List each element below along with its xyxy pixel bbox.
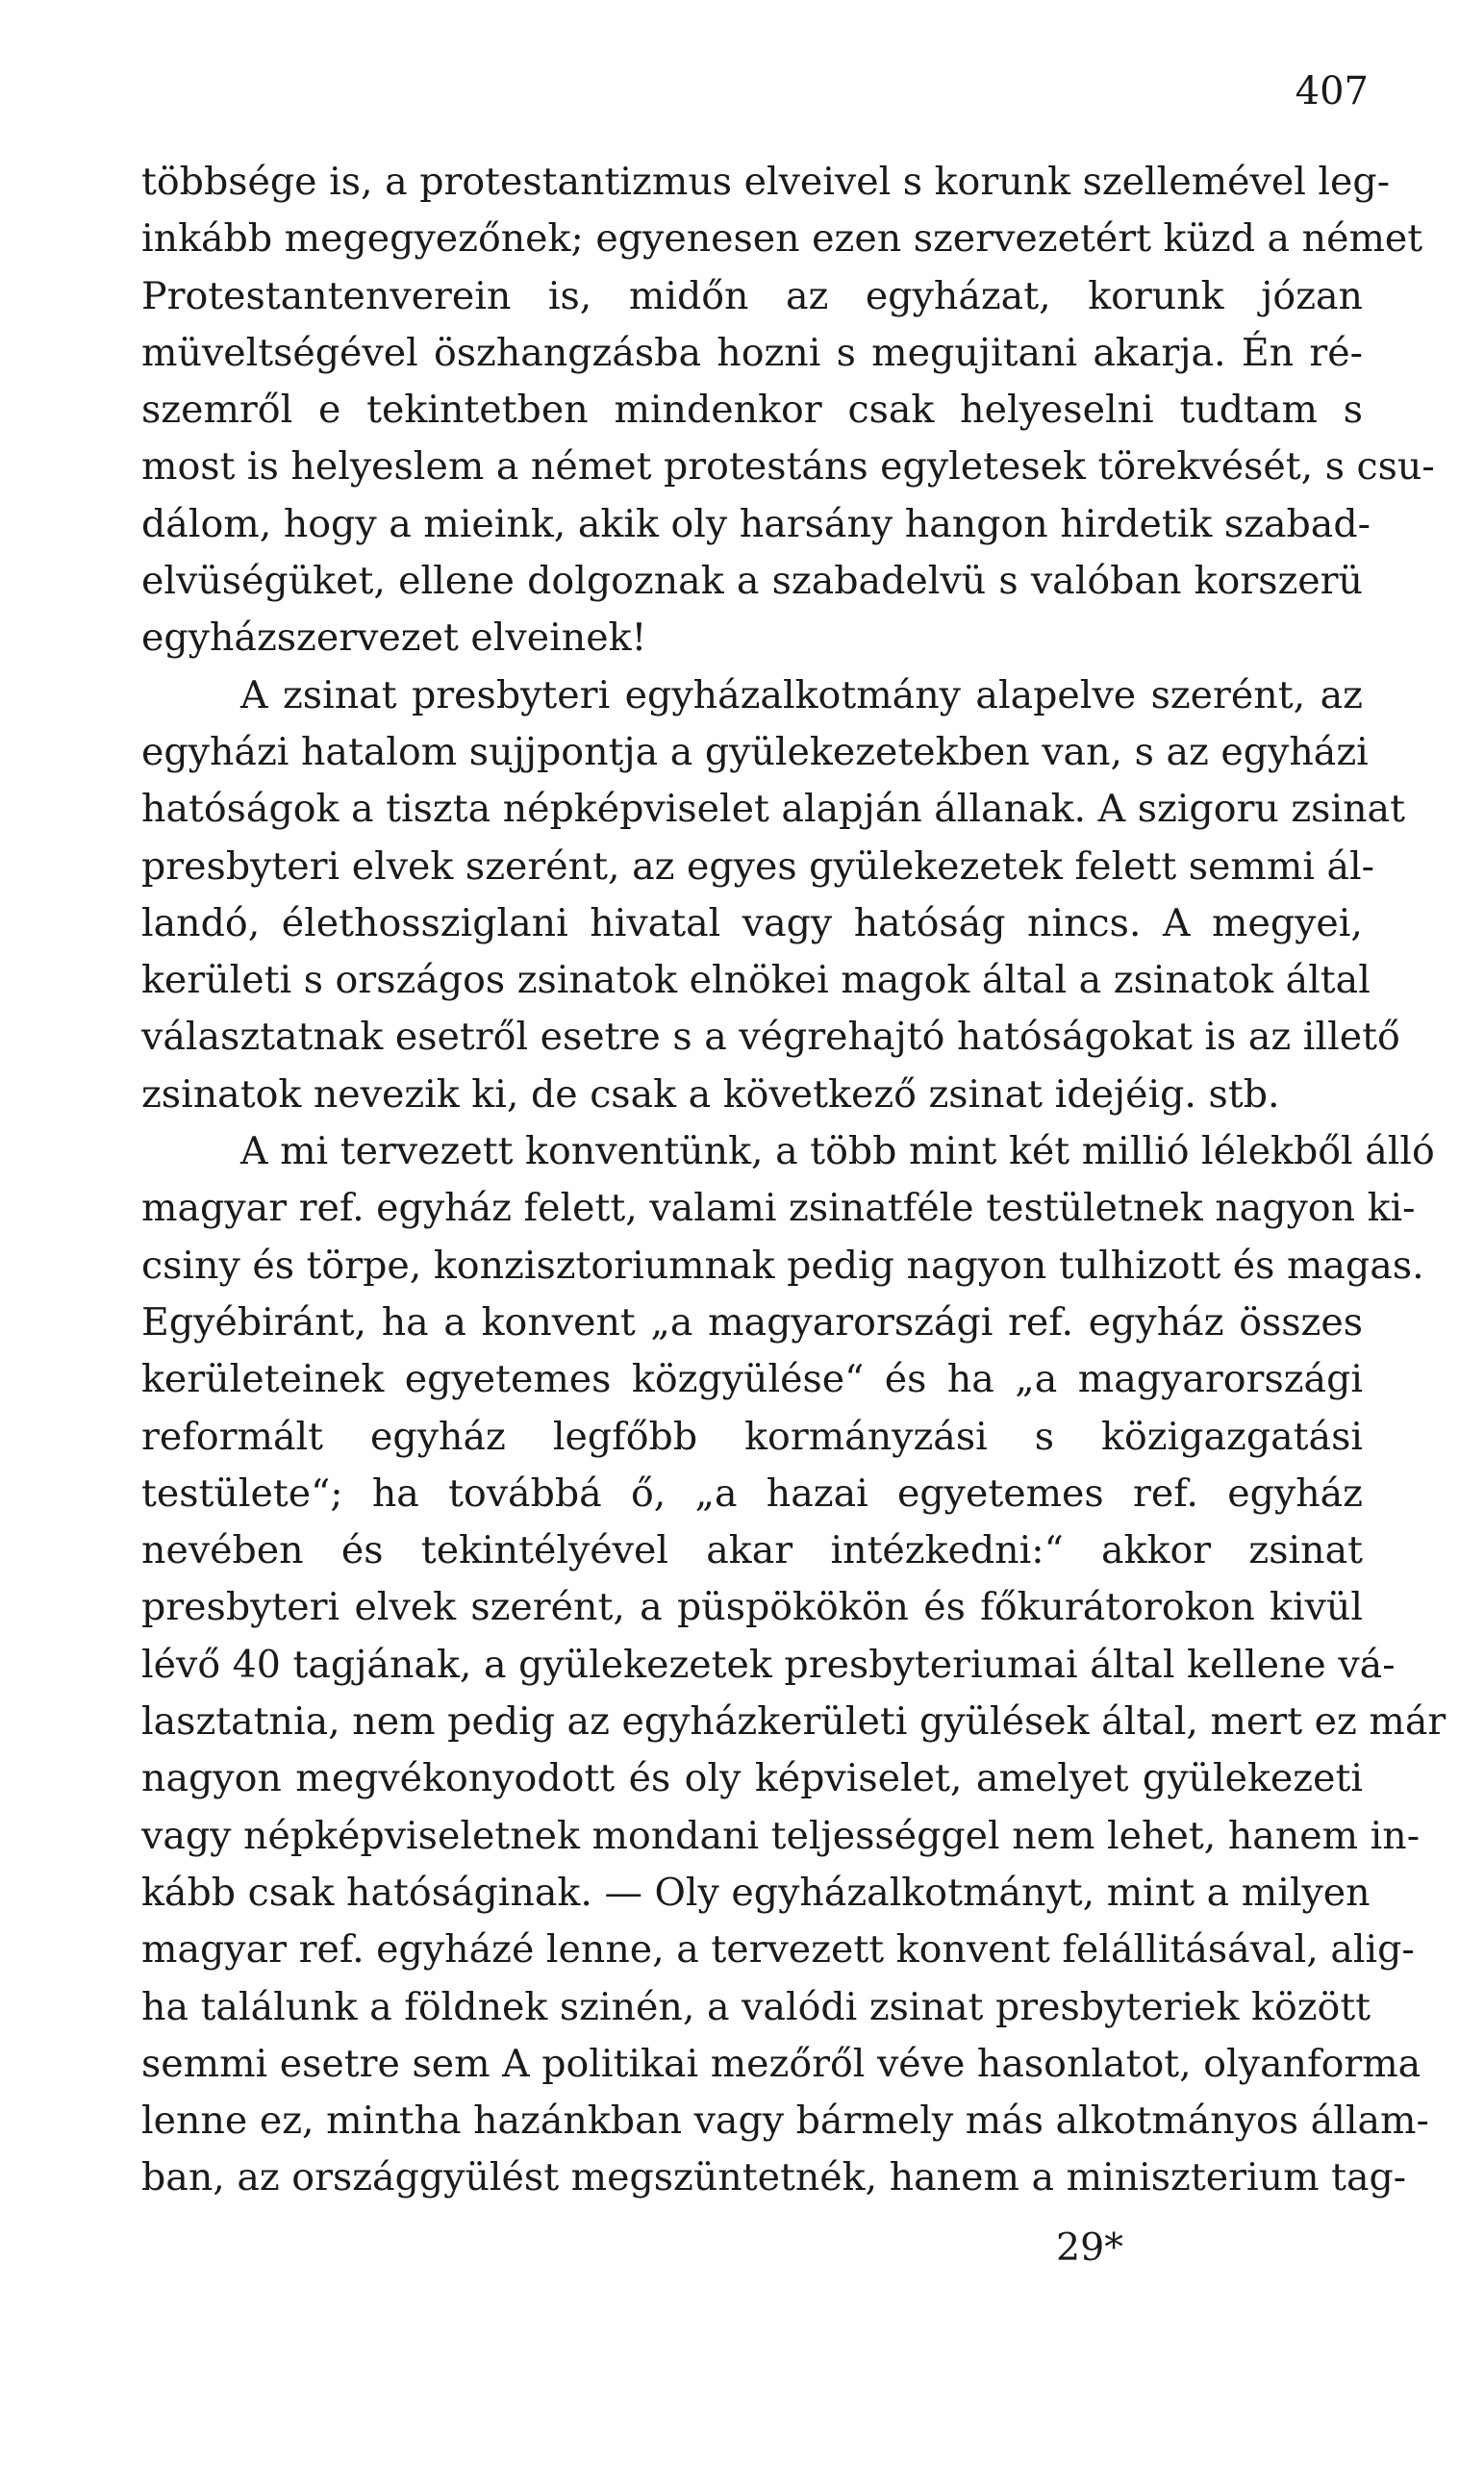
text-line: többsége is, a protestantizmus elveivel s korunk szellemével leg-	[141, 160, 1391, 204]
text-line: Egyébiránt, ha a konvent „a magyarországi ref. egyház összes	[141, 1299, 1363, 1345]
text-line: dálom, hogy a mieink, akik oly harsány hangon hirdetik szabad-	[141, 501, 1371, 546]
body-text	[141, 154, 1446, 2207]
text-line: landó, élethossziglani hivatal vagy hatóság nincs. A megyei,	[141, 900, 1363, 945]
text-line: nagyon megvékonyodott és oly képviselet, amelyet gyülekezeti	[141, 1756, 1363, 1801]
text-line: csiny és törpe, konzisztoriumnak pedig nagyon tulhizott és magas.	[141, 1243, 1424, 1288]
text-line: lasztatnia, nem pedig az egyházkerületi gyülések által, mert ez már	[141, 1699, 1446, 1745]
text-line: lévő 40 tagjának, a gyülekezetek presbyteriumai által kellene vá-	[141, 1642, 1396, 1687]
text-line: választatnak esetről esetre s a végrehajtó hatóságokat is az illető	[141, 1015, 1400, 1060]
text-line: zsinatok nevezik ki, de csak a következő zsinat idejéig. stb.	[141, 1071, 1280, 1117]
text-line: vagy népképviseletnek mondani teljességgel nem lehet, hanem in-	[141, 1813, 1421, 1858]
text-line: semmi esetre sem A politikai mezőről véve hasonlatot, olyanforma	[141, 2041, 1421, 2086]
text-line: kerületeinek egyetemes közgyülése“ és ha „a magyarországi	[141, 1357, 1363, 1402]
text-line: reformált egyház legfőbb kormányzási s közigazgatási	[141, 1414, 1363, 1459]
text-line: inkább megegyezőnek; egyenesen ezen szervezetért küzd a német	[141, 216, 1423, 262]
text-line: most is helyeslem a német protestáns egyletesek törekvését, s csu-	[141, 444, 1435, 490]
text-line: egyházi hatalom sujjpontja a gyülekezetekben van, s az egyházi	[141, 729, 1369, 774]
text-line: testülete“; ha továbbá ő, „a hazai egyetemes ref. egyház	[141, 1471, 1363, 1516]
text-line: kább csak hatóságinak. — Oly egyházalkotmányt, mint a milyen	[141, 1870, 1371, 1915]
text-line: müveltségével öszhangzásba hozni s megujitani akarja. Én ré-	[141, 330, 1363, 375]
text-line: egyházszervezet elveinek!	[141, 616, 647, 661]
text-line: hatóságok a tiszta népképviselet alapján állanak. A szigoru zsinat	[141, 787, 1405, 832]
text-line: Protestantenverein is, midőn az egyházat, korunk józan	[141, 273, 1363, 318]
text-line: presbyteri elvek szerént, a püspökökön és főkurátorokon kivül	[141, 1585, 1363, 1630]
text-line: A mi tervezett konventünk, a több mint két millió lélekből álló	[240, 1129, 1435, 1174]
text-line: magyar ref. egyház felett, valami zsinatféle testületnek nagyon ki-	[141, 1186, 1416, 1231]
text-line: elvüségüket, ellene dolgoznak a szabadelvü s valóban korszerü	[141, 559, 1363, 604]
page-number: 407	[1295, 69, 1369, 113]
text-line: nevében és tekintélyével akar intézkedni:“ akkor zsinat	[141, 1528, 1363, 1573]
text-line: kerületi s országos zsinatok elnökei magok által a zsinatok által	[141, 958, 1371, 1003]
text-line: presbyteri elvek szerént, az egyes gyülekezetek felett semmi ál-	[141, 843, 1375, 889]
text-line: A zsinat presbyteri egyházalkotmány alapelve szerént, az	[240, 672, 1363, 717]
text-line: szemről e tekintetben mindenkor csak helyeselni tudtam s	[141, 388, 1363, 433]
text-line: lenne ez, mintha hazánkban vagy bármely más alkotmányos állam-	[141, 2099, 1429, 2144]
signature-mark: 29*	[1056, 2225, 1124, 2270]
text-line: ha találunk a földnek szinén, a valódi zsinat presbyteriek között	[141, 1984, 1371, 2029]
text-line: magyar ref. egyházé lenne, a tervezett konvent felállitásával, alig-	[141, 1927, 1415, 1973]
text-line: ban, az országgyülést megszüntetnék, hanem a miniszterium tag-	[141, 2155, 1407, 2200]
